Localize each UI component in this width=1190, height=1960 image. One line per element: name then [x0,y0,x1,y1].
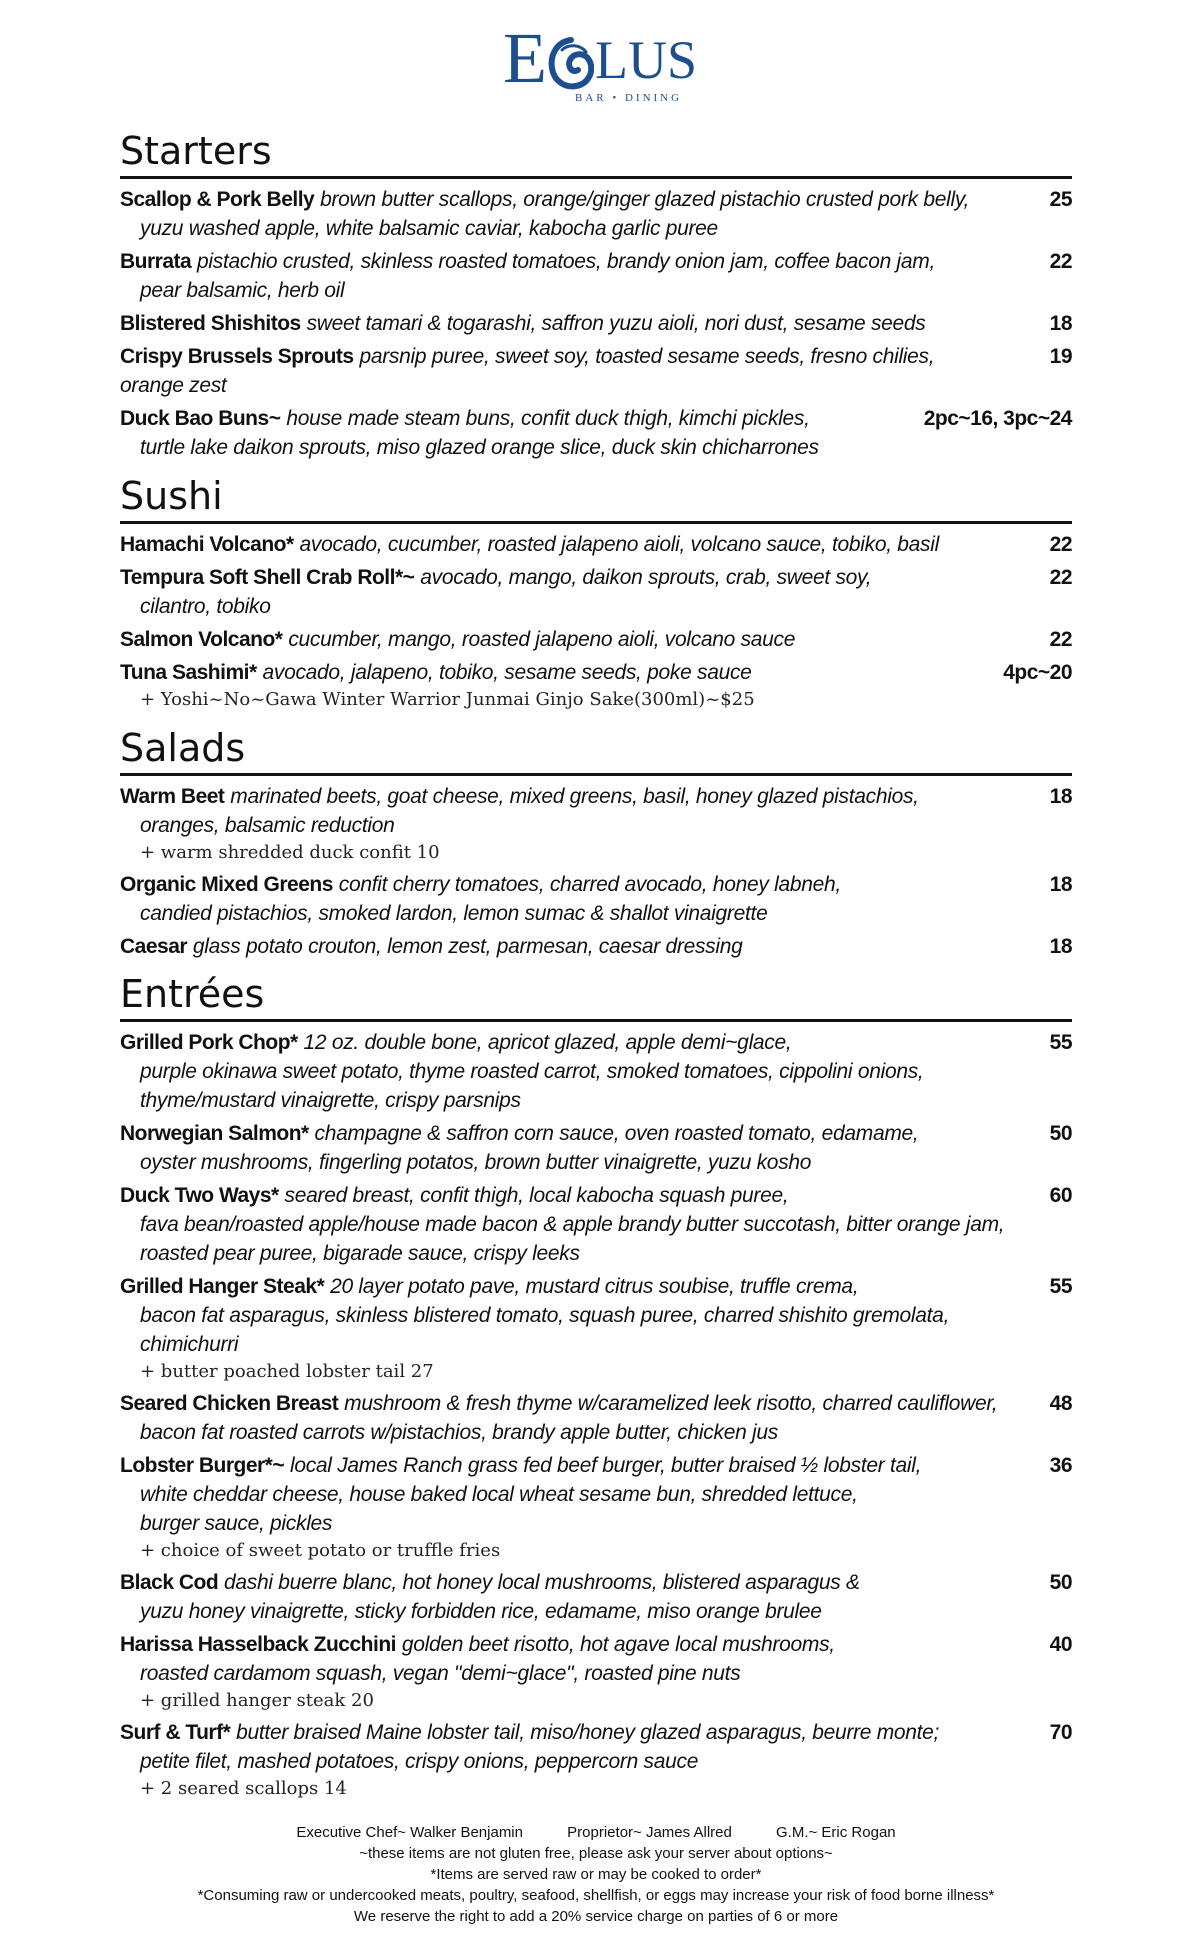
menu-item-name: Tuna Sashimi* [120,661,257,684]
logo-letter-e: E [503,18,547,98]
menu-item-description-cont: bacon fat roasted carrots w/pistachios, brandy apple butter, chicken jus [140,1421,778,1444]
menu-item-lead [120,1389,997,1418]
menu-item-price: 18 [1049,312,1072,335]
menu-item-description-cont: cilantro, tobiko [140,595,271,618]
menu-item-first-line [120,185,1072,214]
menu-item-price: 4pc~20 [1003,661,1072,684]
menu-item-first-line [120,1028,1072,1057]
menu-item-first-line [120,404,1072,433]
section-divider [120,176,1072,179]
menu-item-description: cucumber, mango, roasted jalapeno aioli, volcano sauce [288,628,796,651]
section-title: Entrées [120,972,265,1016]
menu-item-description-cont: oranges, balsamic reduction [140,814,395,837]
menu-item-description: local James Ranch grass fed beef burger, butter braised ½ lobster tail, [289,1454,922,1477]
menu-item [120,1028,1072,1115]
menu-item-name: Organic Mixed Greens [120,873,333,896]
menu-item-description-cont: petite filet, mashed potatoes, crispy onions, peppercorn sauce [140,1750,699,1773]
menu-item-name: Duck Bao Buns~ [120,407,281,430]
menu-item-name: Crispy Brussels Sprouts [120,345,354,368]
menu-item-name: Warm Beet [120,785,225,808]
menu-item-name: Tempura Soft Shell Crab Roll*~ [120,566,415,589]
proprietor: Proprietor~ James Allred [567,1824,732,1841]
section-title: Starters [120,129,272,173]
menu-item-price: 19 [1049,345,1072,368]
menu-item [120,1119,1072,1177]
menu-item-description: golden beet risotto, hot agave local mushrooms, [401,1633,835,1656]
section-starters [120,128,1072,466]
menu-item-name: Salmon Volcano* [120,628,283,651]
menu-item-description-cont: white cheddar cheese, house baked local wheat sesame bun, shredded lettuce, [140,1483,858,1506]
menu-item-lead [120,1568,860,1597]
menu-item-name: Scallop & Pork Belly [120,188,315,211]
section-entrees [120,971,1072,1806]
menu-item-name: Duck Two Ways* [120,1184,279,1207]
menu-item-description: champagne & saffron corn sauce, oven roasted tomato, edamame, [314,1122,919,1145]
menu-item-description: avocado, mango, daikon sprouts, crab, sweet soy, [420,566,872,589]
logo-letters: LUS [594,30,697,90]
menu-item-lead [120,247,935,276]
menu-item-first-line [120,1718,1072,1747]
menu-item-first-line [120,1451,1072,1480]
menu-item [120,185,1072,243]
menu-item-lead [120,1028,791,1057]
menu-item-description: brown butter scallops, orange/ginger glazed pistachio crusted pork belly, [320,188,970,211]
menu-item-lead [120,932,743,961]
menu-item-description: 20 layer potato pave, mustard citrus soubise, truffle crema, [330,1275,859,1298]
menu-item-name: Blistered Shishitos [120,312,301,335]
menu-item-price: 22 [1049,566,1072,589]
menu-item-lead [120,185,969,214]
general-manager: G.M.~ Eric Rogan [776,1824,896,1841]
menu-footer [120,1822,1072,1927]
menu-item-first-line [120,563,1072,592]
menu-item-price: 2pc~16, 3pc~24 [923,407,1072,430]
menu-item-addon: + choice of sweet potato or truffle fries [140,1540,501,1561]
menu-item-addon: + Yoshi~No~Gawa Winter Warrior Junmai Ginjo Sake(300ml)~$25 [140,689,755,710]
menu-item-name: Burrata [120,250,192,273]
menu-item-description-cont: purple okinawa sweet potato, thyme roasted carrot, smoked tomatoes, cippolini onions, [140,1060,924,1083]
menu-item-name: Grilled Hanger Steak* [120,1275,325,1298]
menu-item-first-line [120,1568,1072,1597]
menu-item [120,782,1072,866]
menu-item-lead [120,1272,858,1301]
menu-item-price: 22 [1049,533,1072,556]
menu-page [120,0,1072,1960]
menu-item-name: Grilled Pork Chop* [120,1031,298,1054]
menu-item-lead [120,1718,939,1747]
menu-item-list [120,1028,1072,1802]
menu-item-description-cont: chimichurri [140,1333,239,1356]
menu-item-first-line [120,932,1072,961]
menu-item-price: 48 [1049,1392,1072,1415]
section-divider [120,773,1072,776]
menu-item [120,563,1072,621]
menu-item [120,530,1072,559]
menu-item [120,1451,1072,1564]
logo-subtitle: BAR • DINING [575,92,683,104]
restaurant-logo [465,18,735,125]
menu-item [120,1718,1072,1802]
menu-item-description: mushroom & fresh thyme w/caramelized leek risotto, charred cauliflower, [344,1392,998,1415]
menu-item-lead [120,309,926,338]
menu-item-first-line [120,1119,1072,1148]
menu-item-description: avocado, cucumber, roasted jalapeno aioli, volcano sauce, tobiko, basil [299,533,939,556]
section-title: Salads [120,726,246,770]
menu-item-first-line [120,309,1072,338]
menu-item-name: Lobster Burger*~ [120,1454,285,1477]
menu-item-name: Hamachi Volcano* [120,533,294,556]
section-salads [120,725,1072,965]
section-divider [120,1019,1072,1022]
menu-item-description: confit cherry tomatoes, charred avocado, honey labneh, [338,873,841,896]
menu-item [120,1272,1072,1385]
menu-item-description: house made steam buns, confit duck thigh, kimchi pickles, [286,407,810,430]
menu-item-list [120,530,1072,713]
menu-item-first-line [120,1389,1072,1418]
footer-note: We reserve the right to add a 20% service charge on parties of 6 or more [353,1908,839,1925]
menu-item-price: 36 [1049,1454,1072,1477]
menu-item-description-cont: turtle lake daikon sprouts, miso glazed orange slice, duck skin chicharrones [140,436,819,459]
menu-item [120,1568,1072,1626]
menu-item-lead [120,1119,918,1148]
menu-item [120,342,1072,400]
menu-item-description-cont: roasted pear puree, bigarade sauce, crispy leeks [140,1242,580,1265]
menu-item-price: 50 [1049,1122,1072,1145]
section-sushi [120,473,1072,717]
section-divider [120,521,1072,524]
menu-item-first-line [120,1272,1072,1301]
menu-item-lead [120,1451,921,1480]
menu-item-first-line [120,530,1072,559]
menu-item-lead [120,658,752,687]
menu-item-price: 55 [1049,1275,1072,1298]
menu-item [120,625,1072,654]
menu-item-price: 25 [1049,188,1072,211]
menu-item-description: avocado, jalapeno, tobiko, sesame seeds, poke sauce [262,661,752,684]
menu-item-description-cont: fava bean/roasted apple/house made bacon & apple brandy butter succotash, bitter orange jam, [140,1213,1005,1236]
menu-item-description-cont: oyster mushrooms, fingerling potatos, brown butter vinaigrette, yuzu kosho [140,1151,812,1174]
menu-item [120,1181,1072,1268]
menu-item-price: 55 [1049,1031,1072,1054]
menu-item-addon: + warm shredded duck confit 10 [140,842,440,863]
menu-item-name: Norwegian Salmon* [120,1122,309,1145]
menu-item-first-line [120,247,1072,276]
menu-item-description: pistachio crusted, skinless roasted tomatoes, brandy onion jam, coffee bacon jam, [197,250,935,273]
menu-item-price: 40 [1049,1633,1072,1656]
menu-item-description: marinated beets, goat cheese, mixed greens, basil, honey glazed pistachios, [230,785,919,808]
menu-item-price: 18 [1049,935,1072,958]
menu-item-lead [120,870,841,899]
menu-item [120,870,1072,928]
menu-item-description: parsnip puree, sweet soy, toasted sesame seeds, fresno chilies, [359,345,935,368]
menu-item-addon: + butter poached lobster tail 27 [140,1361,434,1382]
menu-item-list [120,782,1072,961]
menu-item-description-cont: pear balsamic, herb oil [140,279,345,302]
menu-item-first-line [120,625,1072,654]
menu-item-addon: + grilled hanger steak 20 [140,1690,374,1711]
menu-item-description-cont: candied pistachios, smoked lardon, lemon sumac & shallot vinaigrette [140,902,768,925]
menu-item-lead [120,563,871,592]
footer-note: *Items are served raw or may be cooked to order* [430,1866,762,1883]
menu-item-name: Black Cod [120,1571,219,1594]
menu-item-price: 22 [1049,250,1072,273]
menu-item-lead [120,530,939,559]
menu-item-name: Harissa Hasselback Zucchini [120,1633,396,1656]
menu-item-lead [120,404,810,433]
menu-item [120,1389,1072,1447]
menu-item-lead [120,1630,835,1659]
menu-item-description-cont: burger sauce, pickles [140,1512,333,1535]
menu-item-addon: + 2 seared scallops 14 [140,1778,347,1799]
menu-item [120,1630,1072,1714]
menu-item-name: Seared Chicken Breast [120,1392,339,1415]
menu-item-price: 18 [1049,873,1072,896]
menu-item [120,309,1072,338]
menu-item-description-cont: bacon fat asparagus, skinless blistered tomato, squash puree, charred shishito gremolata, [140,1304,950,1327]
menu-item-first-line [120,342,1072,371]
menu-item-name: Surf & Turf* [120,1721,231,1744]
menu-item-price: 60 [1049,1184,1072,1207]
menu-item-lead [120,342,934,371]
menu-item [120,658,1072,713]
menu-item-lead [120,1181,788,1210]
menu-item-first-line [120,1630,1072,1659]
menu-item-price: 22 [1049,628,1072,651]
menu-item-description-cont: yuzu honey vinaigrette, sticky forbidden rice, edamame, miso orange brulee [140,1600,822,1623]
menu-item-description: butter braised Maine lobster tail, miso/honey glazed asparagus, beurre monte; [236,1721,940,1744]
menu-item [120,247,1072,305]
section-title: Sushi [120,474,223,518]
menu-item-name: Caesar [120,935,188,958]
menu-item-description: glass potato crouton, lemon zest, parmesan, caesar dressing [192,935,743,958]
menu-item-description: seared breast, confit thigh, local kabocha squash puree, [284,1184,789,1207]
menu-item-price: 18 [1049,785,1072,808]
menu-item-price: 70 [1049,1721,1072,1744]
menu-item [120,932,1072,961]
menu-item-list [120,185,1072,462]
footer-note: ~these items are not gluten free, please ask your server about options~ [359,1845,833,1862]
menu-item-first-line [120,782,1072,811]
menu-item-first-line [120,1181,1072,1210]
menu-item-first-line [120,870,1072,899]
menu-item-description-cont: roasted cardamom squash, vegan "demi~glace", roasted pine nuts [140,1662,741,1685]
executive-chef: Executive Chef~ Walker Benjamin [296,1824,523,1841]
wave-swirl-icon [548,36,594,90]
menu-item-lead [120,625,795,654]
menu-item-description-cont: orange zest [120,374,227,397]
menu-item-price: 50 [1049,1571,1072,1594]
menu-item [120,404,1072,462]
footer-note: *Consuming raw or undercooked meats, poultry, seafood, shellfish, or eggs may increase your risk of food borne illness* [197,1887,995,1904]
staff-credits [120,1822,1072,1843]
menu-item-description-cont: thyme/mustard vinaigrette, crispy parsnips [140,1089,521,1112]
menu-item-description: sweet tamari & togarashi, saffron yuzu aioli, nori dust, sesame seeds [306,312,926,335]
menu-item-description: 12 oz. double bone, apricot glazed, apple demi~glace, [303,1031,792,1054]
menu-item-lead [120,782,919,811]
menu-item-description: dashi buerre blanc, hot honey local mushrooms, blistered asparagus & [224,1571,860,1594]
menu-item-first-line [120,658,1072,687]
menu-item-description-cont: yuzu washed apple, white balsamic caviar, kabocha garlic puree [140,217,718,240]
